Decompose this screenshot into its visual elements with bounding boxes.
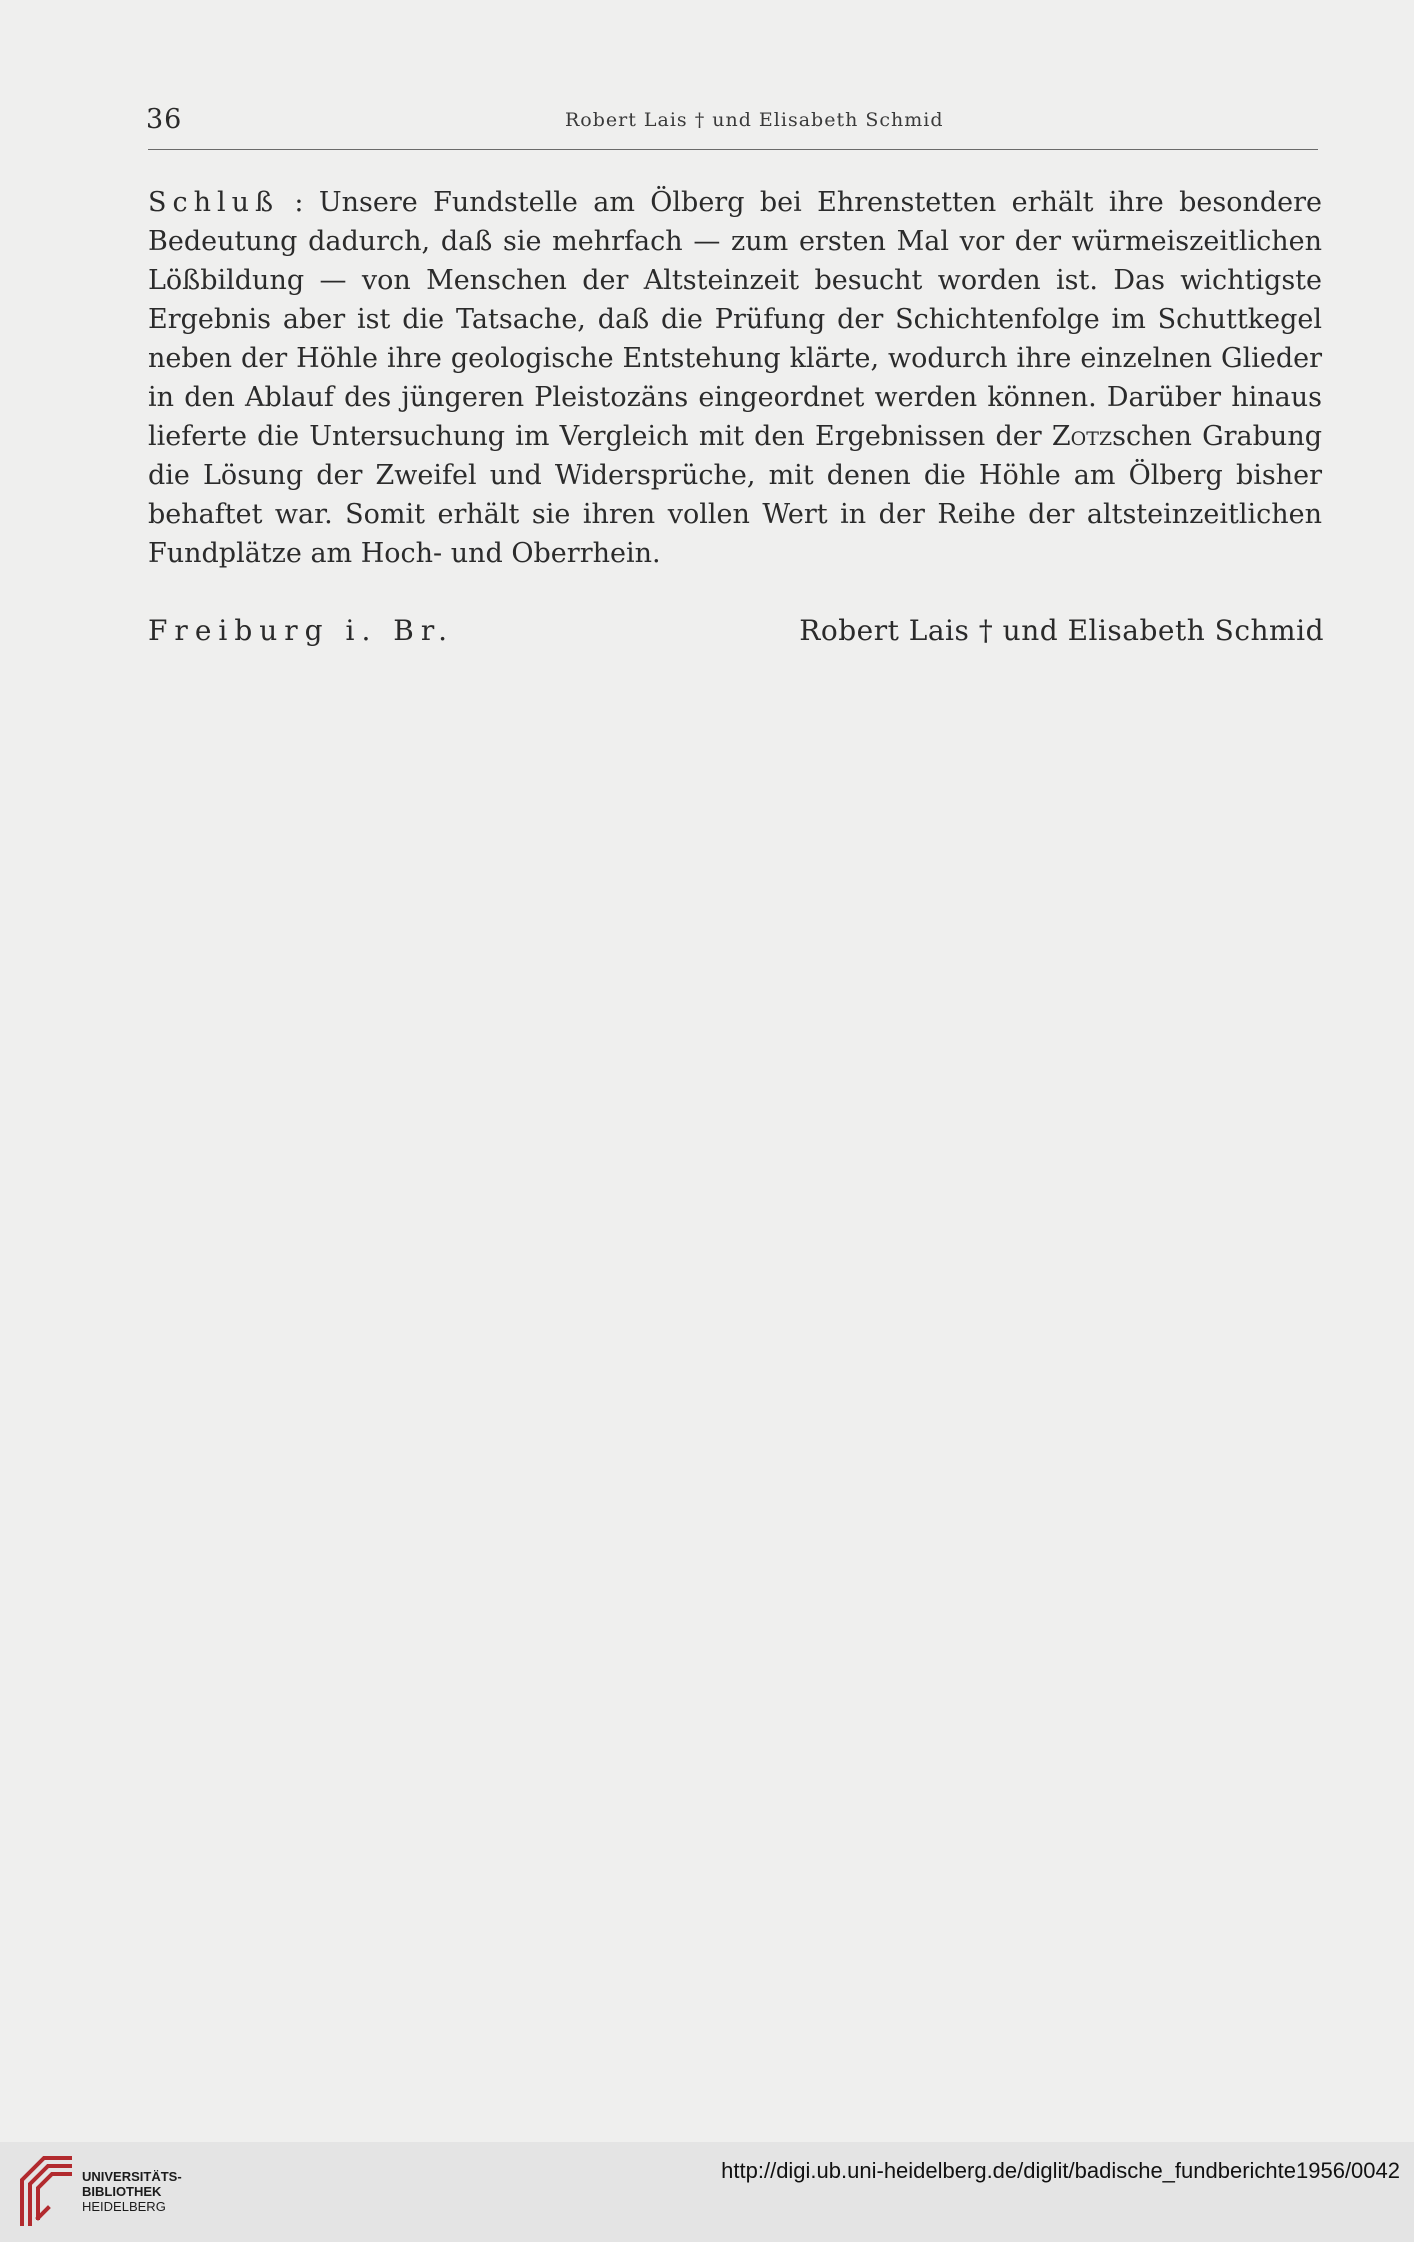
library-name-line2: BIBLIOTHEK [82, 2184, 162, 2199]
header-rule [148, 149, 1318, 150]
body-paragraph [148, 183, 1322, 573]
smallcaps-name: Zotz [1051, 421, 1113, 452]
signature-authors: Robert Lais † und Elisabeth Schmid [799, 614, 1324, 647]
library-name [82, 2169, 182, 2214]
running-head: Robert Lais † und Elisabeth Schmid [565, 109, 944, 131]
body-text-part2: schen Grabung die Lösung der Zweifel und Widersprüche, mit denen die Höhle am Ölberg bisher behaftet war. Somit erhält sie ihren vollen Wert in der Reihe der altsteinzeitlichen Fundplätze am Hoch- und Oberrhein. [148, 421, 1322, 569]
footer-bar [0, 2142, 1414, 2242]
ub-heidelberg-logo-icon[interactable] [14, 2150, 76, 2230]
signature-place: Freiburg i. Br. [148, 614, 455, 647]
page-number: 36 [146, 104, 183, 135]
lead-word: Schluß [148, 187, 280, 218]
library-name-line1: UNIVERSITÄTS- [82, 2169, 182, 2184]
library-name-line3: HEIDELBERG [82, 2199, 166, 2214]
body-text-part1: Unsere Fundstelle am Ölberg bei Ehrenstetten erhält ihre besondere Bedeutung dadurch, daß sie mehrfach — zum ersten Mal vor der würmeiszeitlichen Lößbildung — von Menschen der Altsteinzeit besucht worden ist. Das wichtigste Ergebnis aber ist die Tatsache, daß die Prüfung der Schichtenfolge im Schuttkegel neben der Höhle ihre geologische Entstehung klärte, wodurch ihre einzelnen Glieder in den Ablauf des jüngeren Pleistozäns eingeordnet werden können. Darüber hinaus lieferte die Untersuchung im Vergleich mit den Ergebnissen der [148, 187, 1322, 452]
footer-url-link[interactable]: http://digi.ub.uni-heidelberg.de/diglit/badische_fundberichte1956/0042 [721, 2158, 1400, 2183]
signature-line [148, 614, 1324, 647]
lead-colon: : [279, 187, 304, 218]
